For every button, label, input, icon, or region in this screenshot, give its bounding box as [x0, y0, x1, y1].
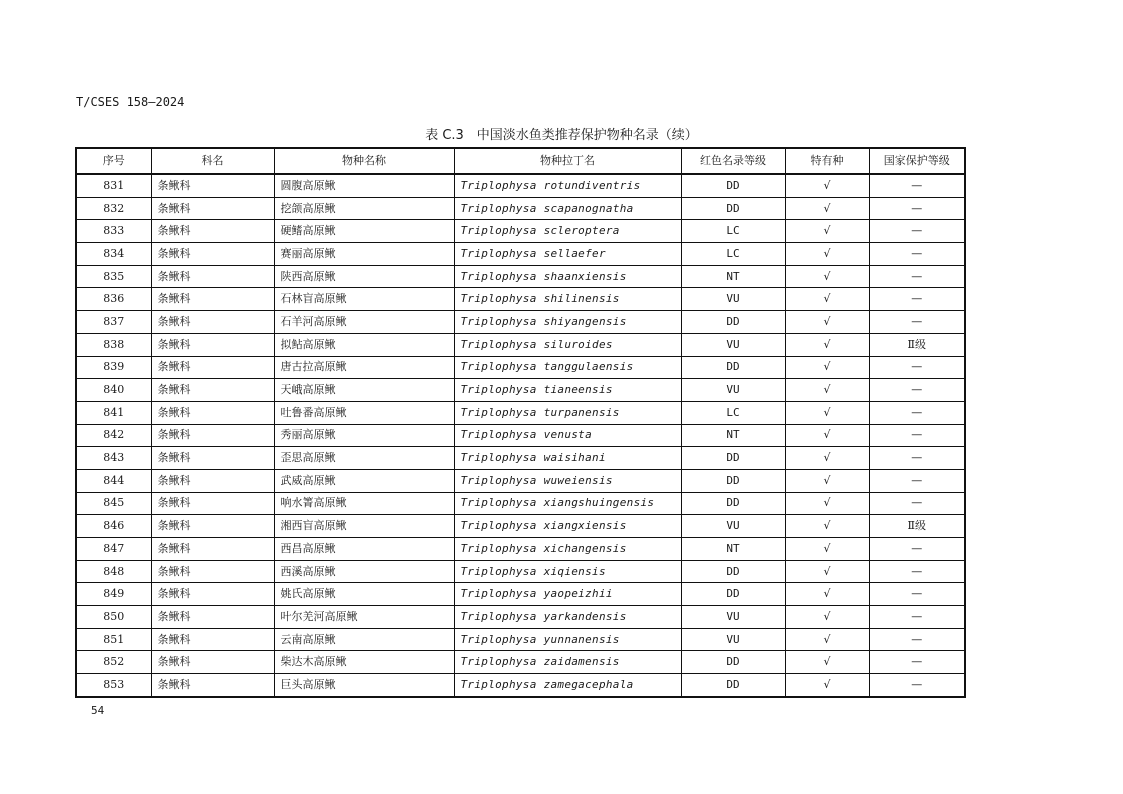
cell-number: 835 — [76, 265, 151, 288]
table-body — [76, 174, 965, 697]
cell-protection: — — [869, 447, 965, 470]
cell-latin-name: Triplophysa venusta — [454, 424, 681, 447]
cell-protection: Ⅱ级 — [869, 515, 965, 538]
cell-family: 条鳅科 — [151, 606, 274, 629]
cell-red-list: DD — [681, 311, 785, 334]
cell-red-list: VU — [681, 288, 785, 311]
cell-latin-name: Triplophysa xichangensis — [454, 538, 681, 561]
cell-family: 条鳅科 — [151, 288, 274, 311]
cell-number: 833 — [76, 220, 151, 243]
cell-endemic: √ — [785, 379, 869, 402]
cell-number: 839 — [76, 356, 151, 379]
cell-latin-name: Triplophysa yarkandensis — [454, 606, 681, 629]
cell-red-list: DD — [681, 174, 785, 197]
table-row — [76, 424, 965, 447]
cell-protection: — — [869, 560, 965, 583]
cell-species-name: 巨头高原鳅 — [274, 674, 454, 697]
cell-number: 846 — [76, 515, 151, 538]
table-row — [76, 265, 965, 288]
cell-endemic: √ — [785, 265, 869, 288]
cell-species-name: 西昌高原鳅 — [274, 538, 454, 561]
cell-number: 838 — [76, 333, 151, 356]
page-number: 54 — [91, 704, 105, 717]
cell-protection: — — [869, 220, 965, 243]
cell-species-name: 圆腹高原鳅 — [274, 174, 454, 197]
cell-species-name: 陕西高原鳅 — [274, 265, 454, 288]
cell-family: 条鳅科 — [151, 447, 274, 470]
cell-red-list: VU — [681, 379, 785, 402]
cell-protection: Ⅱ级 — [869, 333, 965, 356]
cell-red-list: LC — [681, 401, 785, 424]
table-header-row — [76, 148, 965, 174]
cell-endemic: √ — [785, 356, 869, 379]
cell-red-list: VU — [681, 333, 785, 356]
cell-endemic: √ — [785, 333, 869, 356]
cell-family: 条鳅科 — [151, 538, 274, 561]
cell-endemic: √ — [785, 447, 869, 470]
cell-protection: — — [869, 583, 965, 606]
cell-species-name: 唐古拉高原鳅 — [274, 356, 454, 379]
cell-latin-name: Triplophysa wuweiensis — [454, 469, 681, 492]
cell-number: 831 — [76, 174, 151, 197]
cell-red-list: DD — [681, 583, 785, 606]
cell-protection: — — [869, 424, 965, 447]
cell-species-name: 拟鲇高原鳅 — [274, 333, 454, 356]
cell-species-name: 响水箐高原鳅 — [274, 492, 454, 515]
table-row — [76, 333, 965, 356]
cell-red-list: NT — [681, 538, 785, 561]
cell-red-list: DD — [681, 356, 785, 379]
cell-endemic: √ — [785, 288, 869, 311]
cell-family: 条鳅科 — [151, 674, 274, 697]
cell-family: 条鳅科 — [151, 651, 274, 674]
table-row — [76, 243, 965, 266]
cell-species-name: 石林盲高原鳅 — [274, 288, 454, 311]
cell-latin-name: Triplophysa sellaefer — [454, 243, 681, 266]
cell-latin-name: Triplophysa shiyangensis — [454, 311, 681, 334]
cell-endemic: √ — [785, 174, 869, 197]
cell-species-name: 挖颌高原鳅 — [274, 197, 454, 220]
col-header-red-list: 红色名录等级 — [681, 148, 785, 174]
cell-number: 849 — [76, 583, 151, 606]
cell-number: 850 — [76, 606, 151, 629]
cell-latin-name: Triplophysa scapanognatha — [454, 197, 681, 220]
cell-red-list: VU — [681, 628, 785, 651]
cell-latin-name: Triplophysa yunnanensis — [454, 628, 681, 651]
cell-endemic: √ — [785, 492, 869, 515]
cell-protection: — — [869, 174, 965, 197]
standard-code: T/CSES 158—2024 — [76, 95, 185, 109]
table-row — [76, 356, 965, 379]
cell-red-list: DD — [681, 492, 785, 515]
cell-latin-name: Triplophysa xiangshuingensis — [454, 492, 681, 515]
cell-latin-name: Triplophysa turpanensis — [454, 401, 681, 424]
cell-latin-name: Triplophysa xiangxiensis — [454, 515, 681, 538]
cell-red-list: DD — [681, 651, 785, 674]
cell-number: 834 — [76, 243, 151, 266]
cell-family: 条鳅科 — [151, 311, 274, 334]
cell-endemic: √ — [785, 424, 869, 447]
cell-protection: — — [869, 311, 965, 334]
cell-protection: — — [869, 674, 965, 697]
cell-family: 条鳅科 — [151, 356, 274, 379]
col-header-latin: 物种拉丁名 — [454, 148, 681, 174]
cell-number: 842 — [76, 424, 151, 447]
cell-family: 条鳅科 — [151, 265, 274, 288]
cell-species-name: 西溪高原鳅 — [274, 560, 454, 583]
cell-red-list: LC — [681, 220, 785, 243]
cell-latin-name: Triplophysa tianeensis — [454, 379, 681, 402]
cell-protection: — — [869, 379, 965, 402]
table-caption: 表 C.3 中国淡水鱼类推荐保护物种名录（续） — [425, 128, 698, 143]
table-row — [76, 288, 965, 311]
cell-endemic: √ — [785, 243, 869, 266]
cell-number: 841 — [76, 401, 151, 424]
table-row — [76, 560, 965, 583]
cell-red-list: DD — [681, 469, 785, 492]
cell-endemic: √ — [785, 515, 869, 538]
table-row — [76, 311, 965, 334]
table-row — [76, 651, 965, 674]
cell-species-name: 姚氏高原鳅 — [274, 583, 454, 606]
cell-family: 条鳅科 — [151, 197, 274, 220]
cell-protection: — — [869, 265, 965, 288]
cell-latin-name: Triplophysa shilinensis — [454, 288, 681, 311]
cell-species-name: 天峨高原鳅 — [274, 379, 454, 402]
cell-protection: — — [869, 606, 965, 629]
cell-endemic: √ — [785, 628, 869, 651]
cell-family: 条鳅科 — [151, 469, 274, 492]
cell-endemic: √ — [785, 674, 869, 697]
cell-species-name: 武威高原鳅 — [274, 469, 454, 492]
table-row — [76, 174, 965, 197]
cell-endemic: √ — [785, 606, 869, 629]
cell-family: 条鳅科 — [151, 560, 274, 583]
cell-species-name: 湘西盲高原鳅 — [274, 515, 454, 538]
cell-family: 条鳅科 — [151, 243, 274, 266]
cell-family: 条鳅科 — [151, 333, 274, 356]
table-row — [76, 197, 965, 220]
cell-endemic: √ — [785, 651, 869, 674]
cell-number: 845 — [76, 492, 151, 515]
table-row — [76, 606, 965, 629]
cell-number: 843 — [76, 447, 151, 470]
cell-species-name: 柴达木高原鳅 — [274, 651, 454, 674]
table-row — [76, 628, 965, 651]
cell-red-list: DD — [681, 674, 785, 697]
cell-number: 837 — [76, 311, 151, 334]
cell-number: 836 — [76, 288, 151, 311]
cell-number: 851 — [76, 628, 151, 651]
col-header-no: 序号 — [76, 148, 151, 174]
cell-red-list: DD — [681, 447, 785, 470]
cell-protection: — — [869, 197, 965, 220]
cell-family: 条鳅科 — [151, 174, 274, 197]
table-row — [76, 515, 965, 538]
cell-family: 条鳅科 — [151, 583, 274, 606]
col-header-protection: 国家保护等级 — [869, 148, 965, 174]
col-header-endemic: 特有种 — [785, 148, 869, 174]
cell-latin-name: Triplophysa scleroptera — [454, 220, 681, 243]
cell-protection: — — [869, 538, 965, 561]
cell-species-name: 石羊河高原鳅 — [274, 311, 454, 334]
table-row — [76, 447, 965, 470]
col-header-family: 科名 — [151, 148, 274, 174]
cell-species-name: 叶尔羌河高原鳅 — [274, 606, 454, 629]
table-row — [76, 492, 965, 515]
table-row — [76, 379, 965, 402]
cell-latin-name: Triplophysa tanggulaensis — [454, 356, 681, 379]
cell-endemic: √ — [785, 220, 869, 243]
table-row — [76, 401, 965, 424]
species-table — [75, 147, 966, 698]
cell-species-name: 吐鲁番高原鳅 — [274, 401, 454, 424]
cell-red-list: VU — [681, 606, 785, 629]
cell-number: 848 — [76, 560, 151, 583]
cell-protection: — — [869, 628, 965, 651]
table-row — [76, 674, 965, 697]
cell-latin-name: Triplophysa siluroides — [454, 333, 681, 356]
cell-latin-name: Triplophysa zaidamensis — [454, 651, 681, 674]
cell-species-name: 秀丽高原鳅 — [274, 424, 454, 447]
col-header-name: 物种名称 — [274, 148, 454, 174]
cell-family: 条鳅科 — [151, 424, 274, 447]
cell-red-list: NT — [681, 265, 785, 288]
cell-latin-name: Triplophysa zamegacephala — [454, 674, 681, 697]
cell-protection: — — [869, 492, 965, 515]
cell-number: 844 — [76, 469, 151, 492]
cell-red-list: NT — [681, 424, 785, 447]
cell-red-list: DD — [681, 197, 785, 220]
cell-latin-name: Triplophysa waisihani — [454, 447, 681, 470]
cell-number: 832 — [76, 197, 151, 220]
cell-number: 852 — [76, 651, 151, 674]
cell-family: 条鳅科 — [151, 220, 274, 243]
cell-species-name: 赛丽高原鳅 — [274, 243, 454, 266]
cell-protection: — — [869, 288, 965, 311]
cell-endemic: √ — [785, 401, 869, 424]
cell-family: 条鳅科 — [151, 379, 274, 402]
cell-protection: — — [869, 356, 965, 379]
cell-latin-name: Triplophysa shaanxiensis — [454, 265, 681, 288]
cell-species-name: 硬鳍高原鳅 — [274, 220, 454, 243]
cell-family: 条鳅科 — [151, 492, 274, 515]
cell-protection: — — [869, 401, 965, 424]
cell-red-list: DD — [681, 560, 785, 583]
cell-protection: — — [869, 469, 965, 492]
cell-endemic: √ — [785, 469, 869, 492]
cell-red-list: VU — [681, 515, 785, 538]
cell-endemic: √ — [785, 197, 869, 220]
cell-family: 条鳅科 — [151, 628, 274, 651]
table-row — [76, 583, 965, 606]
cell-red-list: LC — [681, 243, 785, 266]
cell-protection: — — [869, 243, 965, 266]
cell-number: 840 — [76, 379, 151, 402]
table-row — [76, 220, 965, 243]
cell-endemic: √ — [785, 560, 869, 583]
cell-latin-name: Triplophysa xiqiensis — [454, 560, 681, 583]
cell-number: 847 — [76, 538, 151, 561]
cell-protection: — — [869, 651, 965, 674]
cell-endemic: √ — [785, 583, 869, 606]
cell-endemic: √ — [785, 538, 869, 561]
cell-species-name: 歪思高原鳅 — [274, 447, 454, 470]
cell-species-name: 云南高原鳅 — [274, 628, 454, 651]
cell-family: 条鳅科 — [151, 401, 274, 424]
table-row — [76, 469, 965, 492]
cell-latin-name: Triplophysa yaopeizhii — [454, 583, 681, 606]
cell-family: 条鳅科 — [151, 515, 274, 538]
table-row — [76, 538, 965, 561]
cell-number: 853 — [76, 674, 151, 697]
cell-latin-name: Triplophysa rotundiventris — [454, 174, 681, 197]
cell-endemic: √ — [785, 311, 869, 334]
